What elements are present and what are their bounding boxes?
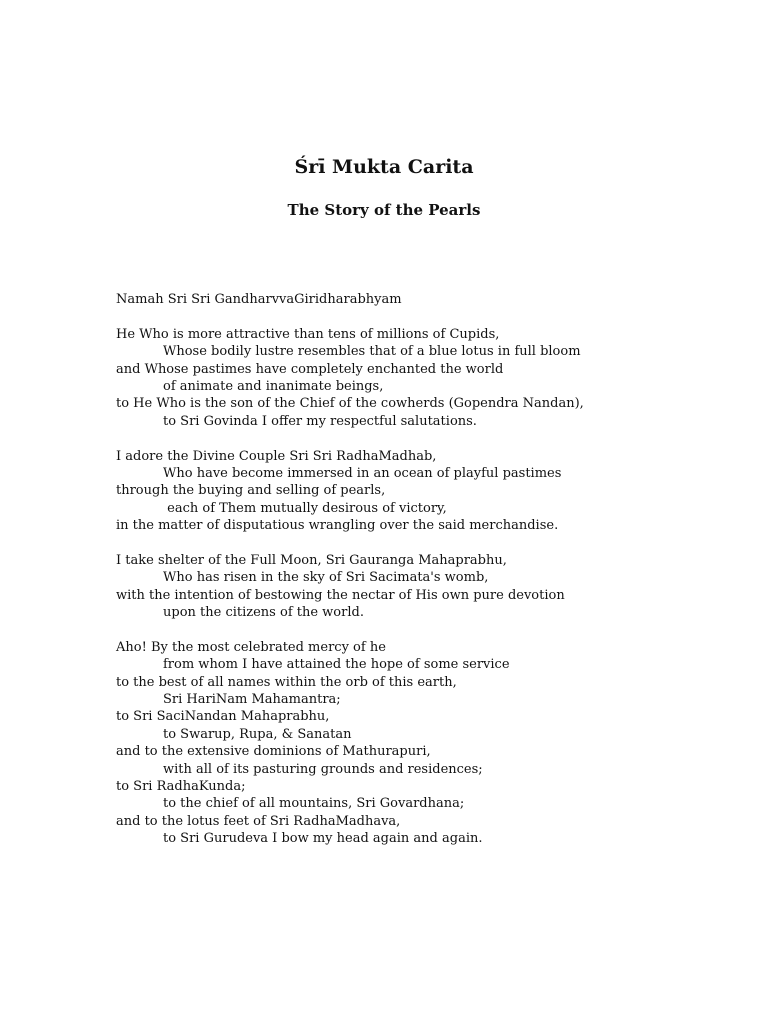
stanza-gap (116, 621, 746, 638)
verse-line: through the buying and selling of pearls, (116, 483, 386, 499)
verse-line: to Sri SaciNandan Mahaprabhu, (116, 709, 330, 725)
indented-verse-line: with all of its pasturing grounds and residences; (163, 761, 483, 777)
verse-line: I adore the Divine Couple Sri Sri RadhaMadhab, (116, 448, 437, 464)
indented-verse-line: from whom I have attained the hope of some service (163, 657, 510, 673)
indented-verse-line: of animate and inanimate beings, (163, 378, 384, 394)
indented-verse-line: to the chief of all mountains, Sri Govardhana; (163, 796, 465, 812)
stanza-gap (116, 430, 746, 447)
page-subtitle: The Story of the Pearls (287, 201, 481, 219)
indented-verse-line: each of Them mutually desirous of victory, (163, 500, 447, 516)
page-title: Śrī Mukta Carita (294, 156, 474, 178)
verse-line: and Whose pastimes have completely enchanted the world (116, 361, 504, 377)
stanza-gap (116, 308, 746, 325)
verse-line: and to the extensive dominions of Mathurapuri, (116, 744, 431, 760)
indented-verse-line: Who have become immersed in an ocean of playful pastimes (163, 465, 562, 481)
body-text (116, 291, 746, 848)
stanza (116, 552, 746, 622)
verse-line: with the intention of bestowing the nectar of His own pure devotion (116, 587, 565, 603)
stanza-gap (116, 534, 746, 551)
indented-verse-line: to Swarup, Rupa, & Sanatan (163, 726, 352, 742)
indented-verse-line: to Sri Govinda I offer my respectful salutations. (163, 413, 477, 429)
stanza-list (116, 308, 746, 847)
verse-line: Aho! By the most celebrated mercy of he (116, 639, 386, 655)
verse-line: to Sri RadhaKunda; (116, 778, 246, 794)
verse-line: to He Who is the son of the Chief of the cowherds (Gopendra Nandan), (116, 396, 584, 412)
verse-line: He Who is more attractive than tens of millions of Cupids, (116, 326, 500, 342)
indented-verse-line: Who has risen in the sky of Sri Sacimata's womb, (163, 570, 489, 586)
indented-verse-line: Sri HariNam Mahamantra; (163, 691, 341, 707)
indented-verse-line: upon the citizens of the world. (163, 605, 364, 621)
verse-line: in the matter of disputatious wrangling over the said merchandise. (116, 518, 559, 534)
verse-line: and to the lotus feet of Sri RadhaMadhava, (116, 813, 401, 829)
stanza (116, 639, 746, 848)
indented-verse-line: to Sri Gurudeva I bow my head again and again. (163, 831, 483, 847)
verse-line: to the best of all names within the orb of this earth, (116, 674, 457, 690)
invocation-line: Namah Sri Sri GandharvvaGiridharabhyam (116, 292, 402, 307)
verse-line: I take shelter of the Full Moon, Sri Gauranga Mahaprabhu, (116, 552, 507, 568)
stanza (116, 448, 746, 535)
stanza (116, 326, 746, 430)
indented-verse-line: Whose bodily lustre resembles that of a blue lotus in full bloom (163, 344, 581, 360)
